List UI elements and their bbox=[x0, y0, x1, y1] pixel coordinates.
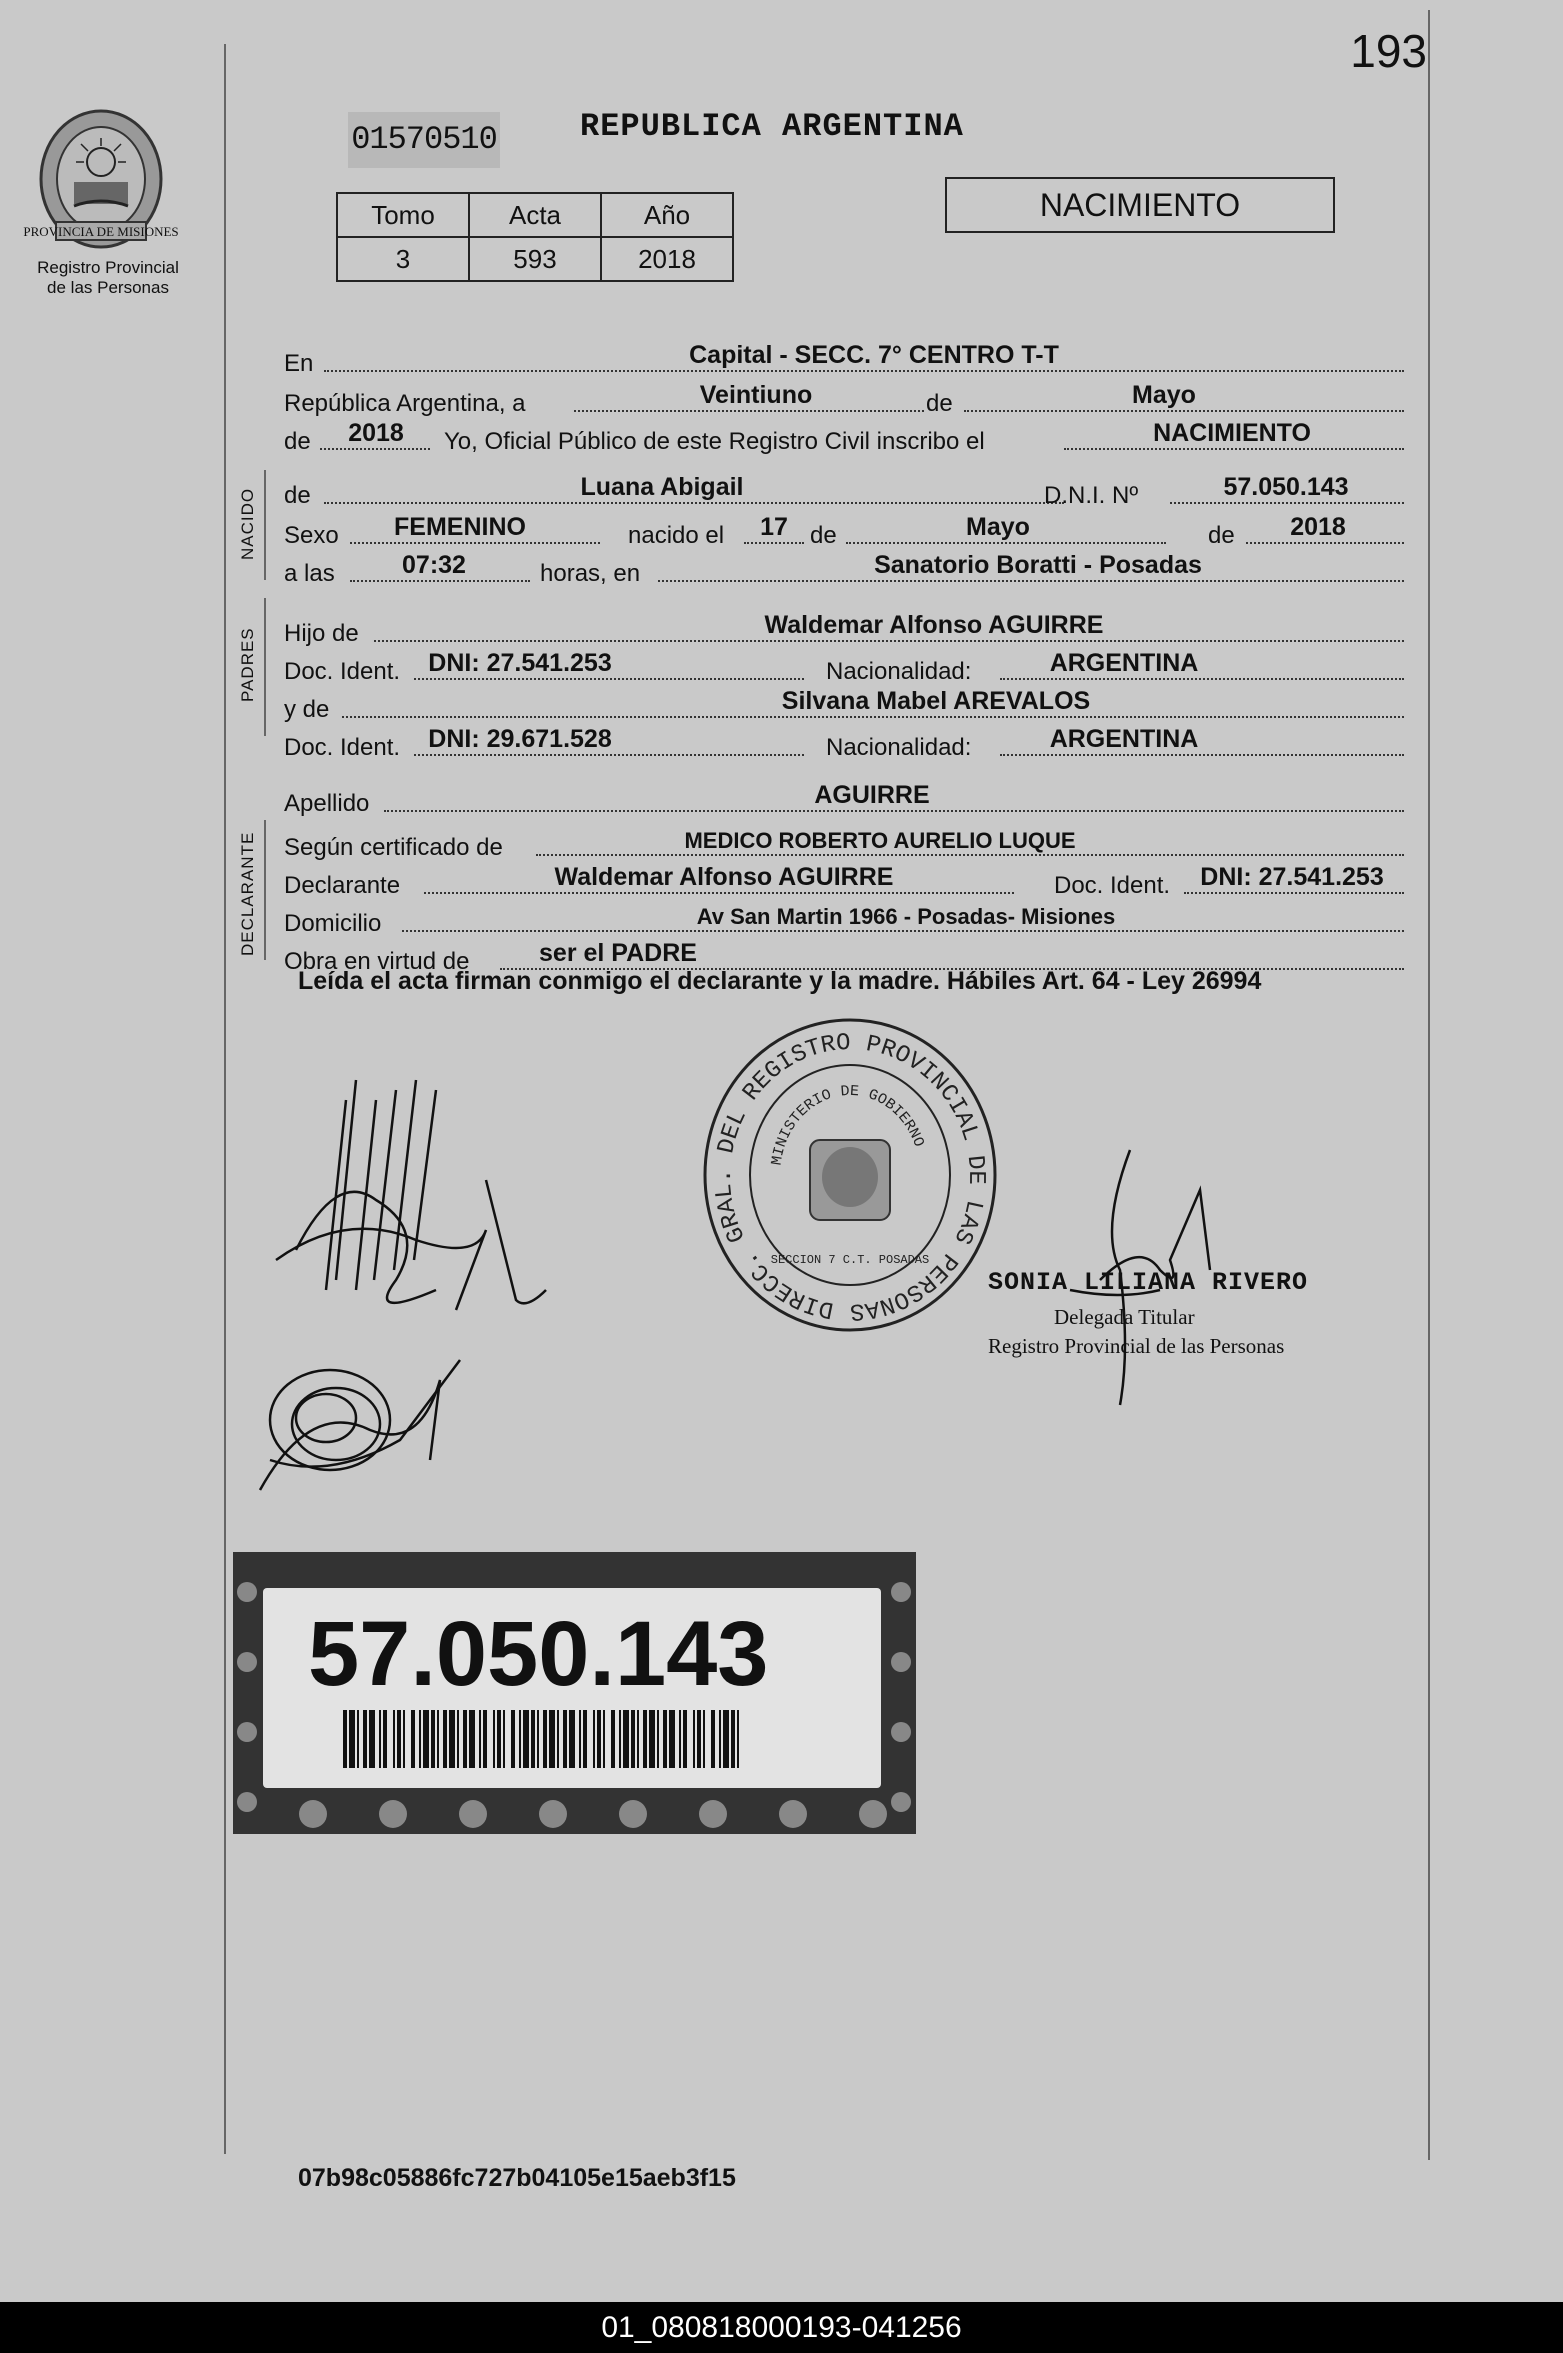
dotted-line bbox=[320, 448, 430, 450]
barcode-bar bbox=[431, 1710, 435, 1768]
barcode-bar bbox=[531, 1710, 535, 1768]
value-anio: 2018 bbox=[348, 419, 404, 447]
barcode-bar bbox=[469, 1710, 475, 1768]
declarante-bracket bbox=[264, 820, 266, 960]
barcode-bar bbox=[519, 1710, 521, 1768]
dotted-line bbox=[424, 892, 1014, 894]
value-declarante: Waldemar Alfonso AGUIRRE bbox=[554, 863, 894, 891]
dotted-line bbox=[1000, 678, 1404, 680]
dotted-line bbox=[324, 370, 1404, 372]
footer-filename: 01_080818000193-041256 bbox=[0, 2302, 1563, 2353]
barcode-bar bbox=[563, 1710, 567, 1768]
dotted-line bbox=[350, 542, 600, 544]
barcode-bar bbox=[723, 1710, 729, 1768]
barcode-bar bbox=[493, 1710, 495, 1768]
row-nombre bbox=[284, 472, 1404, 512]
value-hora: 07:32 bbox=[402, 551, 466, 579]
label-republica: República Argentina, a bbox=[284, 390, 526, 417]
right-margin-line bbox=[1428, 10, 1430, 2160]
record-value-anio: 2018 bbox=[601, 237, 733, 281]
row-declarante bbox=[284, 862, 1404, 902]
label-obra: Obra en virtud de bbox=[284, 948, 470, 975]
side-label-declarante: DECLARANTE bbox=[238, 831, 257, 956]
barcode-bar bbox=[403, 1710, 405, 1768]
label-declarante-doc: Doc. Ident. bbox=[1054, 872, 1171, 899]
dotted-line bbox=[402, 930, 1404, 932]
value-dni: 57.050.143 bbox=[1223, 473, 1349, 501]
barcode-bar bbox=[423, 1710, 429, 1768]
value-padre: Waldemar Alfonso AGUIRRE bbox=[764, 611, 1104, 639]
barcode-bar bbox=[419, 1710, 421, 1768]
barcode-bar bbox=[543, 1710, 547, 1768]
signer-office: Registro Provincial de las Personas bbox=[988, 1334, 1285, 1358]
dotted-line bbox=[374, 640, 1404, 642]
barcode-number: 57.050.143 bbox=[308, 1603, 769, 1705]
value-nac-dia: 17 bbox=[760, 513, 788, 541]
logo-caption-line1: Registro Provincial bbox=[37, 258, 179, 277]
value-apellido: AGUIRRE bbox=[814, 781, 930, 809]
barcode-bar bbox=[463, 1710, 467, 1768]
seal-outer-textpath: DIRECC. GRAL. DEL REGISTRO PROVINCIAL DE LAS PERSONAS bbox=[710, 1029, 990, 1325]
label-declarante: Declarante bbox=[284, 872, 401, 899]
barcode-bar bbox=[397, 1710, 401, 1768]
barcode-bar bbox=[619, 1710, 621, 1768]
left-margin-line bbox=[224, 44, 226, 2154]
declarant-signature-icon bbox=[256, 1060, 556, 1340]
barcode-bar bbox=[703, 1710, 705, 1768]
logo-ring-text: PROVINCIA DE MISIONES bbox=[23, 224, 179, 239]
dotted-line bbox=[744, 542, 804, 544]
record-header-acta: Acta bbox=[469, 193, 601, 237]
barcode-bar bbox=[631, 1710, 635, 1768]
barcode-bar bbox=[437, 1710, 439, 1768]
dotted-line bbox=[964, 410, 1404, 412]
barcode-bar bbox=[449, 1710, 455, 1768]
value-domicilio: Av San Martin 1966 - Posadas- Misiones bbox=[696, 904, 1116, 929]
row-domicilio bbox=[284, 900, 1404, 940]
label-apellido: Apellido bbox=[284, 790, 370, 817]
barcode-label bbox=[233, 1552, 916, 1834]
label-anio-de: de bbox=[284, 428, 311, 455]
barcode-bar bbox=[697, 1710, 701, 1768]
side-label-nacido: NACIDO bbox=[238, 487, 257, 560]
row-certificado bbox=[284, 824, 1404, 864]
signer-name: SONIA LILIANA RIVERO bbox=[988, 1268, 1309, 1297]
row-hora bbox=[284, 550, 1404, 590]
label-nac-de: de bbox=[810, 522, 837, 549]
barcode-bar bbox=[357, 1710, 359, 1768]
padres-bracket bbox=[264, 598, 266, 736]
dotted-line bbox=[1064, 448, 1404, 450]
row-sexo bbox=[284, 512, 1404, 552]
dotted-line bbox=[846, 542, 1166, 544]
label-a-las: a las bbox=[284, 560, 335, 587]
barcode-bar bbox=[363, 1710, 367, 1768]
label-nacido-el: nacido el bbox=[628, 522, 725, 549]
barcode-bar bbox=[579, 1710, 581, 1768]
document-hash: 07b98c05886fc727b04105e15aeb3f15 bbox=[298, 2164, 736, 2192]
barcode-bar bbox=[411, 1710, 415, 1768]
row-madre bbox=[284, 686, 1404, 726]
barcode-bar bbox=[693, 1710, 695, 1768]
dotted-line bbox=[1170, 502, 1404, 504]
barcode-bar bbox=[679, 1710, 681, 1768]
barcode-bar bbox=[349, 1710, 355, 1768]
barcode-bar bbox=[443, 1710, 447, 1768]
barcode-bar bbox=[557, 1710, 559, 1768]
value-lugar: Sanatorio Boratti - Posadas bbox=[874, 551, 1202, 579]
record-value-acta: 593 bbox=[469, 237, 601, 281]
dotted-line bbox=[1000, 754, 1404, 756]
official-seal-icon bbox=[700, 1015, 1000, 1335]
row-madre-doc bbox=[284, 724, 1404, 764]
barcode-bar bbox=[597, 1710, 601, 1768]
label-en: En bbox=[284, 350, 314, 377]
row-en bbox=[284, 340, 1404, 380]
dotted-line bbox=[1184, 892, 1404, 894]
barcode-bar bbox=[603, 1710, 605, 1768]
barcode-bar bbox=[497, 1710, 501, 1768]
label-padre-nacionalidad: Nacionalidad: bbox=[826, 658, 972, 685]
record-value-tomo: 3 bbox=[337, 237, 469, 281]
dotted-line bbox=[414, 754, 804, 756]
value-inscribo: NACIMIENTO bbox=[1153, 419, 1311, 447]
dotted-line bbox=[658, 580, 1404, 582]
value-certificado: MEDICO ROBERTO AURELIO LUQUE bbox=[684, 828, 1076, 853]
label-de: de bbox=[926, 390, 953, 417]
logo-caption-line2: de las Personas bbox=[47, 278, 169, 297]
barcode-bar bbox=[649, 1710, 655, 1768]
dotted-line bbox=[414, 678, 804, 680]
value-obra: ser el PADRE bbox=[539, 939, 697, 967]
mother-signature-icon bbox=[250, 1340, 470, 1520]
record-header-tomo: Tomo bbox=[337, 193, 469, 237]
label-madre-doc: Doc. Ident. bbox=[284, 734, 401, 761]
value-padre-nacionalidad: ARGENTINA bbox=[1049, 649, 1199, 677]
label-padre-doc: Doc. Ident. bbox=[284, 658, 401, 685]
barcode-bar bbox=[569, 1710, 575, 1768]
value-madre: Silvana Mabel AREVALOS bbox=[781, 687, 1091, 715]
barcode-bar bbox=[683, 1710, 687, 1768]
document-title: REPUBLICA ARGENTINA bbox=[580, 108, 964, 145]
barcode-bar bbox=[523, 1710, 529, 1768]
value-madre-nacionalidad: ARGENTINA bbox=[1049, 725, 1199, 753]
value-madre-doc: DNI: 29.671.528 bbox=[428, 725, 612, 753]
side-label-padres: PADRES bbox=[238, 627, 257, 702]
barcode-bar bbox=[669, 1710, 675, 1768]
value-nac-mes: Mayo bbox=[966, 513, 1030, 541]
label-sexo: Sexo bbox=[284, 522, 339, 549]
value-nombre: Luana Abigail bbox=[580, 473, 744, 501]
barcode-bar bbox=[457, 1710, 459, 1768]
label-madre-nacionalidad: Nacionalidad: bbox=[826, 734, 972, 761]
barcode-bar bbox=[483, 1710, 487, 1768]
value-dia: Veintiuno bbox=[699, 381, 813, 409]
barcode-bar bbox=[379, 1710, 381, 1768]
closing-note: Leída el acta firman conmigo el declarante y la madre. Hábiles Art. 64 - Ley 26994 bbox=[298, 967, 1262, 995]
barcode-bar bbox=[719, 1710, 721, 1768]
signer-block bbox=[988, 1268, 1308, 1359]
value-mes: Mayo bbox=[1132, 381, 1196, 409]
record-table bbox=[336, 192, 734, 282]
value-declarante-doc: DNI: 27.541.253 bbox=[1200, 863, 1384, 891]
value-en: Capital - SECC. 7° CENTRO T-T bbox=[689, 341, 1059, 369]
barcode-bar bbox=[393, 1710, 395, 1768]
nacido-bracket bbox=[264, 470, 266, 580]
barcode-bar bbox=[611, 1710, 615, 1768]
dotted-line bbox=[1246, 542, 1404, 544]
barcode-bar bbox=[369, 1710, 375, 1768]
row-inscripcion bbox=[284, 418, 1404, 458]
barcode-bar bbox=[343, 1710, 347, 1768]
seal-bottom-text: SECCION 7 C.T. POSADAS bbox=[770, 1253, 930, 1267]
logo-caption bbox=[18, 258, 198, 298]
barcode-bars-icon bbox=[343, 1710, 743, 1768]
serial-number: 01570510 bbox=[348, 112, 500, 168]
label-nombre-de: de bbox=[284, 482, 311, 509]
dotted-line bbox=[342, 716, 1404, 718]
barcode-bar bbox=[737, 1710, 739, 1768]
barcode-bar bbox=[537, 1710, 539, 1768]
barcode-bar bbox=[623, 1710, 629, 1768]
label-horas-en: horas, en bbox=[540, 560, 641, 587]
label-dni: D.N.I. Nº bbox=[1044, 482, 1139, 509]
value-padre-doc: DNI: 27.541.253 bbox=[428, 649, 612, 677]
label-certificado: Según certificado de bbox=[284, 834, 503, 861]
signer-role: Delegada Titular bbox=[1054, 1305, 1195, 1329]
row-padre bbox=[284, 610, 1404, 650]
barcode-bar bbox=[479, 1710, 481, 1768]
barcode-bar bbox=[711, 1710, 715, 1768]
row-apellido bbox=[284, 780, 1404, 820]
row-fecha bbox=[284, 380, 1404, 420]
barcode-bar bbox=[643, 1710, 647, 1768]
dotted-line bbox=[324, 502, 1064, 504]
barcode-bar bbox=[549, 1710, 555, 1768]
barcode-bar bbox=[511, 1710, 515, 1768]
dotted-line bbox=[384, 810, 1404, 812]
barcode-bar bbox=[383, 1710, 387, 1768]
dotted-line bbox=[350, 580, 530, 582]
barcode-bar bbox=[583, 1710, 587, 1768]
value-nac-anio: 2018 bbox=[1290, 513, 1346, 541]
dotted-line bbox=[574, 410, 924, 412]
label-y-de: y de bbox=[284, 696, 330, 723]
label-oficial: Yo, Oficial Público de este Registro Civil inscribo el bbox=[444, 428, 985, 455]
barcode-bar bbox=[657, 1710, 659, 1768]
label-nac-de2: de bbox=[1208, 522, 1235, 549]
page-number: 193 bbox=[1350, 25, 1427, 77]
barcode-bar bbox=[731, 1710, 735, 1768]
dotted-line bbox=[536, 854, 1404, 856]
barcode-bar bbox=[663, 1710, 667, 1768]
barcode-bar bbox=[637, 1710, 639, 1768]
provincial-coat-of-arms-icon bbox=[23, 104, 179, 254]
barcode-bar bbox=[503, 1710, 505, 1768]
seal-inner-textpath: MINISTERIO DE GOBIERNO bbox=[768, 1082, 928, 1167]
label-hijo-de: Hijo de bbox=[284, 620, 359, 647]
record-header-anio: Año bbox=[601, 193, 733, 237]
row-padre-doc bbox=[284, 648, 1404, 688]
act-type-box: NACIMIENTO bbox=[945, 177, 1335, 233]
value-sexo: FEMENINO bbox=[394, 513, 526, 541]
label-domicilio: Domicilio bbox=[284, 910, 382, 937]
barcode-bar bbox=[593, 1710, 595, 1768]
barcode-card bbox=[263, 1588, 881, 1788]
